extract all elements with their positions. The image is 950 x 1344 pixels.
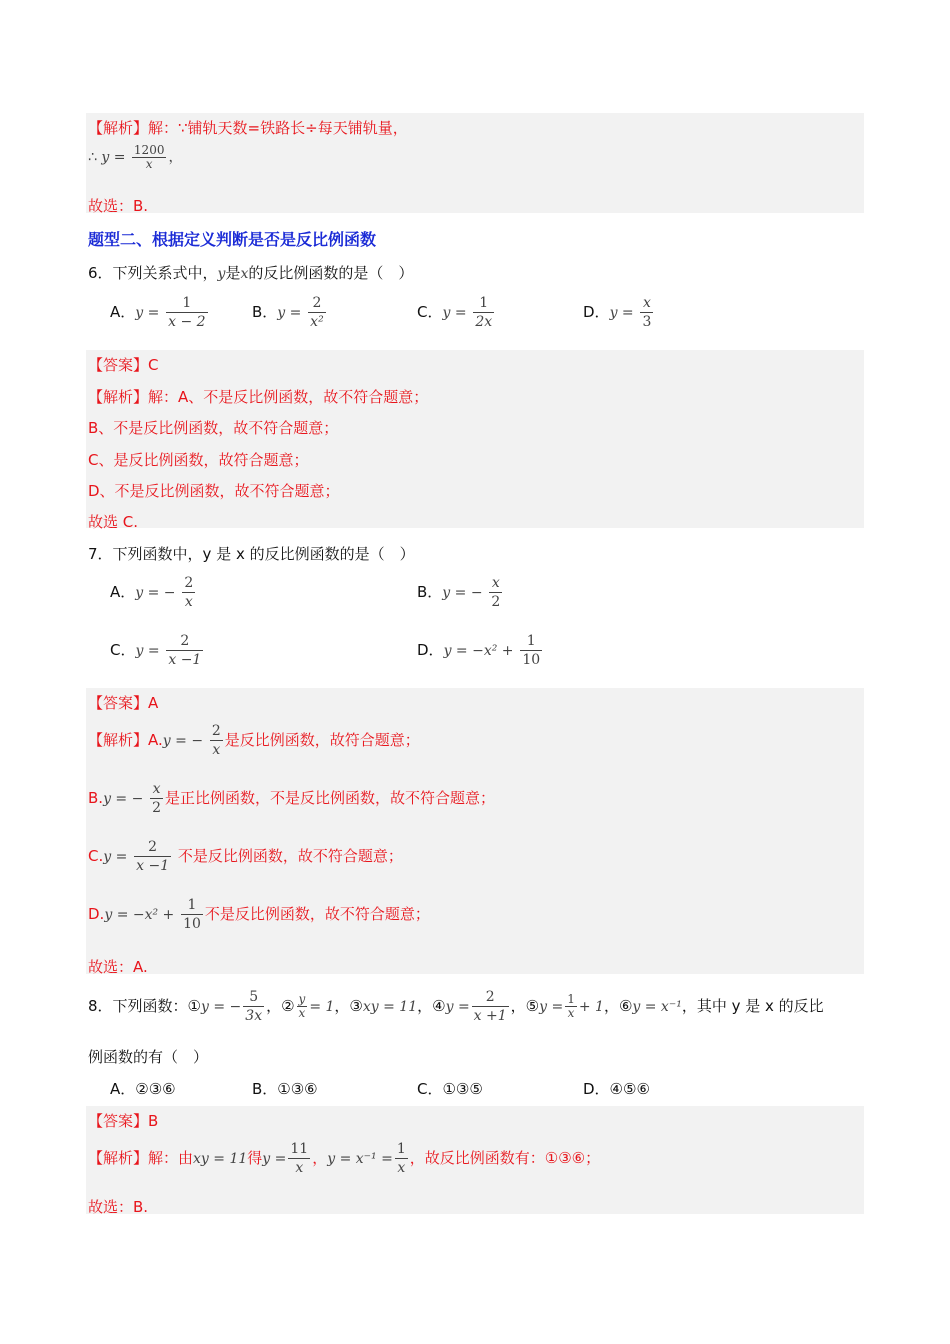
answer-line: 【答案】A: [88, 694, 159, 712]
fraction: $\frac{11}{x}$: [290, 1141, 309, 1176]
fraction: $\frac{2}{x}$: [184, 575, 194, 610]
fraction: $\frac{1}{10}$: [522, 633, 541, 668]
analysis-line: 【解析】解：A、不是反比例函数，故不符合题意；: [88, 388, 429, 406]
fraction: $\frac{2}{x}$: [211, 723, 221, 758]
analysis-line: D.y = −x² + $\frac{1}{10}$ 不是反比例函数，故不符合题意；: [88, 897, 430, 932]
analysis-line: D、不是反比例函数，故不符合题意；: [88, 482, 340, 500]
q8-option-a: A．②③⑥: [110, 1080, 176, 1098]
analysis-line: C、是反比例函数，故符合题意；: [88, 451, 309, 469]
question-8-stem-cont: 例函数的有（ ）: [88, 1048, 209, 1066]
fraction: $\frac{1}{10}$: [183, 897, 201, 932]
fraction: $\frac{2}{x +1}$: [473, 989, 507, 1024]
section-title: 题型二、根据定义判断是否是反比例函数: [88, 230, 377, 249]
analysis-line: 【解析】解：由xy = 11得y = $\frac{11}{x}$ ，y = x⁻¹ = $\frac{1}{x}$ ，故反比例函数有：①③⑥；: [88, 1141, 601, 1176]
fraction: $\frac{1200}{x}$: [133, 143, 165, 171]
question-8-stem: 8．下列函数：①y = − $\frac{5}{3x}$ ，② $\frac{y}{x}$ = 1，③xy = 11，④y = $\frac{2}{x +1}$ ，⑤y = $\frac{1}{x}$ + 1，⑥y = x⁻¹，其中 y 是 x 的反比: [88, 989, 824, 1024]
fraction: $\frac{x}{2}$: [152, 781, 162, 816]
q6-option-c: C．y = $\frac{1}{2x}$: [417, 295, 493, 330]
answer-line: 【答案】C: [88, 356, 159, 374]
fraction: $\frac{x}{3}$: [642, 295, 652, 330]
q7-option-d: D．y = −x² + $\frac{1}{10}$: [417, 633, 541, 668]
fraction: $\frac{x}{2}$: [491, 575, 501, 610]
answer-line: 【答案】B: [88, 1112, 159, 1130]
q8-option-c: C．①③⑤: [417, 1080, 483, 1098]
question-7-stem: 7．下列函数中，y 是 x 的反比例函数的是（ ）: [88, 545, 415, 563]
q8-option-d: D．④⑤⑥: [583, 1080, 650, 1098]
analysis-line: 【解析】A.y = − $\frac{2}{x}$ 是反比例函数，故符合题意；: [88, 723, 420, 758]
fraction: $\frac{2}{\text{x²}}$: [310, 295, 324, 330]
choose-line: 故选：B.: [88, 1198, 149, 1216]
fraction: $\frac{2}{x -1}$: [136, 839, 170, 874]
choose-line: 故选 C.: [88, 513, 139, 531]
q6-option-d: D．y = $\frac{x}{3}$: [583, 295, 652, 330]
q6-option-b: B．y = $\frac{2}{\text{x²}}$: [252, 295, 324, 330]
fraction: $\frac{1}{x - 2}$: [168, 295, 206, 330]
fraction: $\frac{1}{2x}$: [475, 295, 493, 330]
formula-line: ∴ y = $\frac{1200}{x}$ ，: [88, 143, 183, 171]
fraction: $\frac{1}{x}$: [396, 1141, 406, 1176]
analysis-line: C.y = $\frac{2}{x -1}$ 不是反比例函数，故不符合题意；: [88, 839, 403, 874]
q8-option-b: B．①③⑥: [252, 1080, 318, 1098]
analysis-line: B、不是反比例函数，故不符合题意；: [88, 419, 339, 437]
fraction: $\frac{2}{x -1}$: [168, 633, 202, 668]
question-6-stem: 6．下列关系式中，y是x的反比例函数的是（ ）: [88, 264, 414, 282]
choose-line: 故选：B.: [88, 197, 149, 215]
q7-option-a: A．y = − $\frac{2}{x}$: [110, 575, 194, 610]
analysis-line: 【解析】解：∵铺轨天数=铁路长÷每天铺轨量，: [88, 119, 408, 137]
q6-option-a: A．y = $\frac{1}{x - 2}$: [110, 295, 206, 330]
q7-option-b: B．y = − $\frac{x}{2}$: [417, 575, 501, 610]
analysis-line: B.y = − $\frac{x}{2}$ 是正比例函数，不是反比例函数，故不符合题意；: [88, 781, 496, 816]
answer-block-6: [86, 350, 864, 528]
q7-option-c: C．y = $\frac{2}{x -1}$: [110, 633, 202, 668]
choose-line: 故选：A.: [88, 958, 148, 976]
fraction: $\frac{1}{x}$: [567, 992, 575, 1020]
fraction: $\frac{y}{x}$: [298, 992, 306, 1020]
fraction: $\frac{5}{3x}$: [245, 989, 263, 1024]
